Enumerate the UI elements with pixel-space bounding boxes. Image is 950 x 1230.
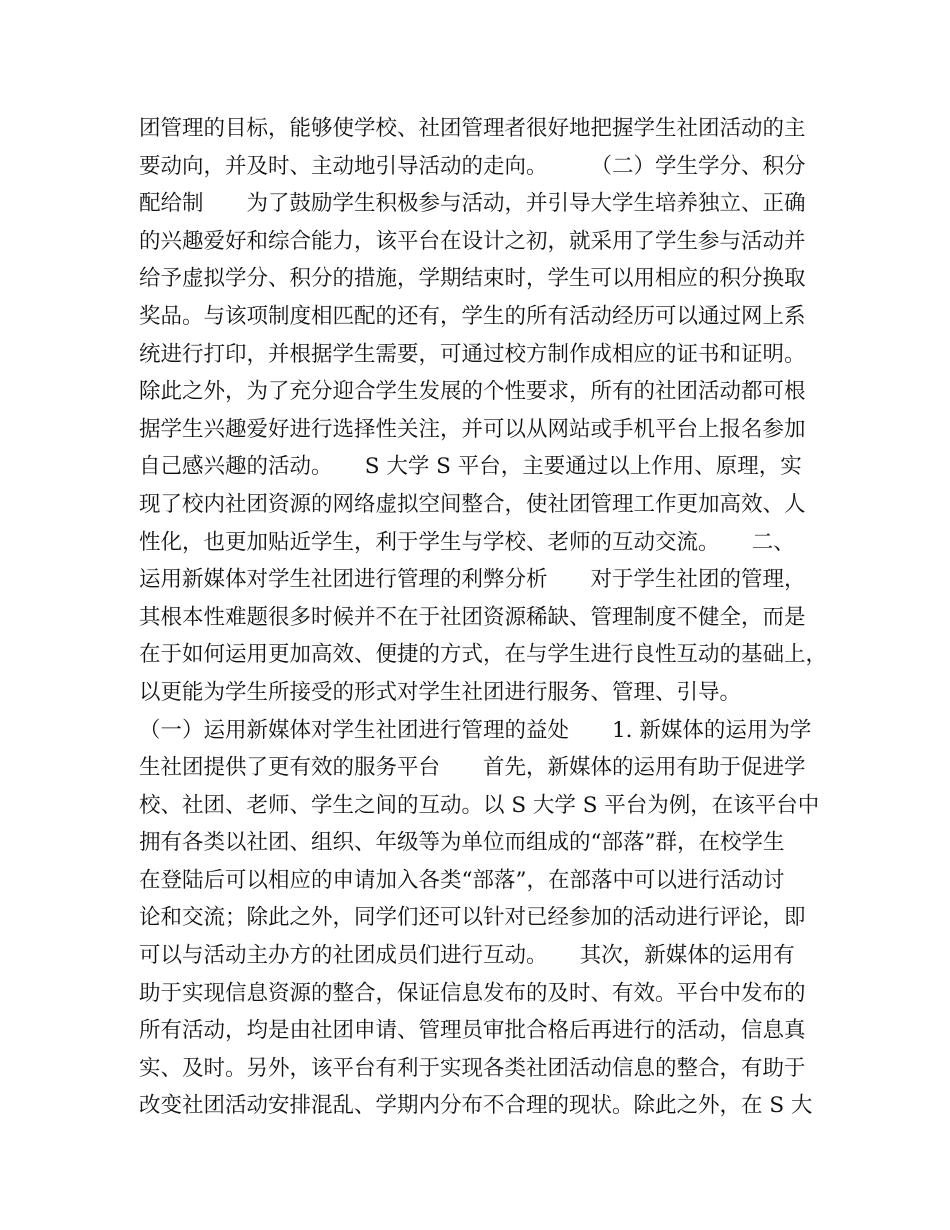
text-line: 在于如何运用更加高效、便捷的方式，在与学生进行良性互动的基础上， <box>139 642 828 668</box>
text-line: 现了校内社团资源的网络虚拟空间整合，使社团管理工作更加高效、人 <box>139 491 806 517</box>
body-text <box>139 110 829 1125</box>
text-line: 其根本性难题很多时候并不在于社团资源稀缺、管理制度不健全，而是 <box>139 604 806 630</box>
text-line: 论和交流；除此之外，同学们还可以针对已经参加的活动进行评论，即 <box>139 905 806 931</box>
text-line: 统进行打印，并根据学生需要，可通过校方制作成相应的证书和证明。 <box>139 341 806 367</box>
text-line: 的兴趣爱好和综合能力，该平台在设计之初，就采用了学生参与活动并 <box>139 228 806 254</box>
text-line: 团管理的目标，能够使学校、社团管理者很好地把握学生社团活动的主 <box>139 116 806 141</box>
text-line: 自己感兴趣的活动。 S 大学 S 平台，主要通过以上作用、原理，实 <box>139 454 802 480</box>
text-line: 以更能为学生所接受的形式对学生社团进行服务、管理、引导。 <box>139 679 742 705</box>
text-line: 运用新媒体对学生社团进行管理的利弊分析 对于学生社团的管理， <box>139 567 806 593</box>
text-line: 所有活动，均是由社团申请、管理员审批合格后再进行的活动，信息真 <box>139 1018 806 1044</box>
text-line: 除此之外，为了充分迎合学生发展的个性要求，所有的社团活动都可根 <box>139 379 806 405</box>
text-line: 拥有各类以社团、组织、年级等为单位而组成的“部落”群，在校学生 <box>139 830 785 856</box>
text-line: 可以与活动主办方的社团成员们进行互动。 其次，新媒体的运用有 <box>139 943 795 969</box>
text-line: 助于实现信息资源的整合，保证信息发布的及时、有效。平台中发布的 <box>139 980 806 1006</box>
text-line: 配给制 为了鼓励学生积极参与活动，并引导大学生培养独立、正确 <box>139 191 806 217</box>
text-line: 性化，也更加贴近学生，利于学生与学校、老师的互动交流。 二、 <box>139 529 795 555</box>
text-line: 实、及时。另外，该平台有利于实现各类社团活动信息的整合，有助于 <box>139 1055 806 1081</box>
text-line: 要动向，并及时、主动地引导活动的走向。 （二）学生学分、积分 <box>139 153 806 179</box>
text-line: 奖品。与该项制度相匹配的还有，学生的所有活动经历可以通过网上系 <box>139 303 806 329</box>
text-line: 给予虚拟学分、积分的措施，学期结束时，学生可以用相应的积分换取 <box>139 266 806 292</box>
text-line: 校、社团、老师、学生之间的互动。以 S 大学 S 平台为例，在该平台中 <box>139 792 820 818</box>
text-line: 生社团提供了更有效的服务平台 首先，新媒体的运用有助于促进学 <box>139 755 806 781</box>
text-line: 据学生兴趣爱好进行选择性关注，并可以从网站或手机平台上报名参加 <box>139 416 806 442</box>
text-line: 改变社团活动安排混乱、学期内分布不合理的现状。除此之外，在 S 大 <box>139 1093 813 1119</box>
text-line: （一）运用新媒体对学生社团进行管理的益处 1. 新媒体的运用为学 <box>139 717 812 743</box>
text-line: 在登陆后可以相应的申请加入各类“部落”，在部落中可以进行活动讨 <box>139 867 785 893</box>
